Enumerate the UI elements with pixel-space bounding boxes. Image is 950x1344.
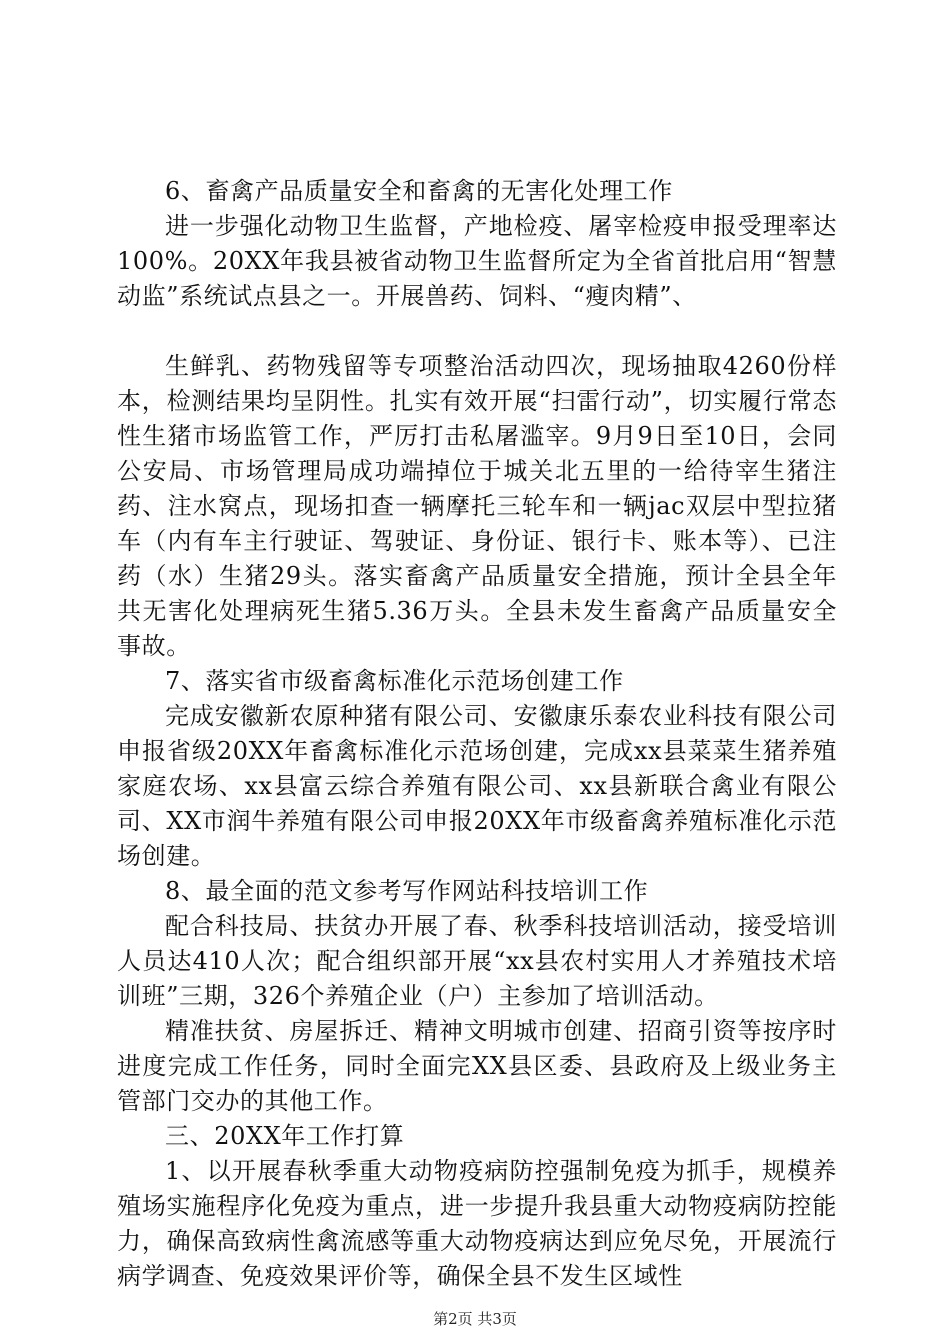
section-heading-7: 7、落实省市级畜禽标准化示范场创建工作 bbox=[165, 667, 624, 695]
section-heading-8: 8、最全面的范文参考写作网站科技培训工作 bbox=[165, 877, 649, 905]
paragraph-demonstration-farms: 完成安徽新农原种猪有限公司、安徽康乐泰农业科技有限公司申报省级20XX年畜禽标准化示范场创建，完成xx县菜菜生猪养殖家庭农场、xx县富云综合养殖有限公司、xx县新联合禽业有限公司、XX市润牛养殖有限公司申报20XX年市级畜禽养殖标准化示范场创建。 bbox=[117, 702, 837, 870]
paragraph-other-work: 精准扶贫、房屋拆迁、精神文明城市创建、招商引资等按序时进度完成工作任务，同时全面完XX县区委、县政府及上级业务主管部门交办的其他工作。 bbox=[117, 1017, 837, 1115]
section-heading-6: 6、畜禽产品质量安全和畜禽的无害化处理工作 bbox=[165, 177, 673, 205]
paragraph-supervision: 进一步强化动物卫生监督，产地检疫、屠宰检疫申报受理率达100%。20XX年我县被省动物卫生监督所定为全省首批启用“智慧动监”系统试点县之一。开展兽药、饲料、“瘦肉精”、 bbox=[117, 212, 837, 310]
section-heading-plans: 三、20XX年工作打算 bbox=[165, 1122, 405, 1150]
paragraph-training: 配合科技局、扶贫办开展了春、秋季科技培训活动，接受培训人员达410人次；配合组织部开展“xx县农村实用人才养殖技术培训班”三期，326个养殖企业（户）主参加了培训活动。 bbox=[117, 912, 837, 1010]
document-body bbox=[117, 174, 837, 1294]
paragraph-plan-1: 1、以开展春秋季重大动物疫病防控强制免疫为抓手，规模养殖场实施程序化免疫为重点，进一步提升我县重大动物疫病防控能力，确保高致病性禽流感等重大动物疫病达到应免尽免，开展流行病学调查、免疫效果评价等，确保全县不发生区域性 bbox=[117, 1157, 837, 1290]
page-number-footer: 第2页 共3页 bbox=[433, 1310, 517, 1328]
paragraph-special-campaigns: 生鲜乳、药物残留等专项整治活动四次，现场抽取4260份样本，检测结果均呈阴性。扎实有效开展“扫雷行动”，切实履行常态性生猪市场监管工作，严厉打击私屠滥宰。9月9日至10日，会同公安局、市场管理局成功端掉位于城关北五里的一给待宰生猪注药、注水窝点，现场扣查一辆摩托三轮车和一辆jac双层中型拉猪车（内有车主行驶证、驾驶证、身份证、银行卡、账本等）、已注药（水）生猪29头。落实畜禽产品质量安全措施，预计全县全年共无害化处理病死生猪5.36万头。全县未发生畜禽产品质量安全事故。 bbox=[117, 352, 837, 660]
